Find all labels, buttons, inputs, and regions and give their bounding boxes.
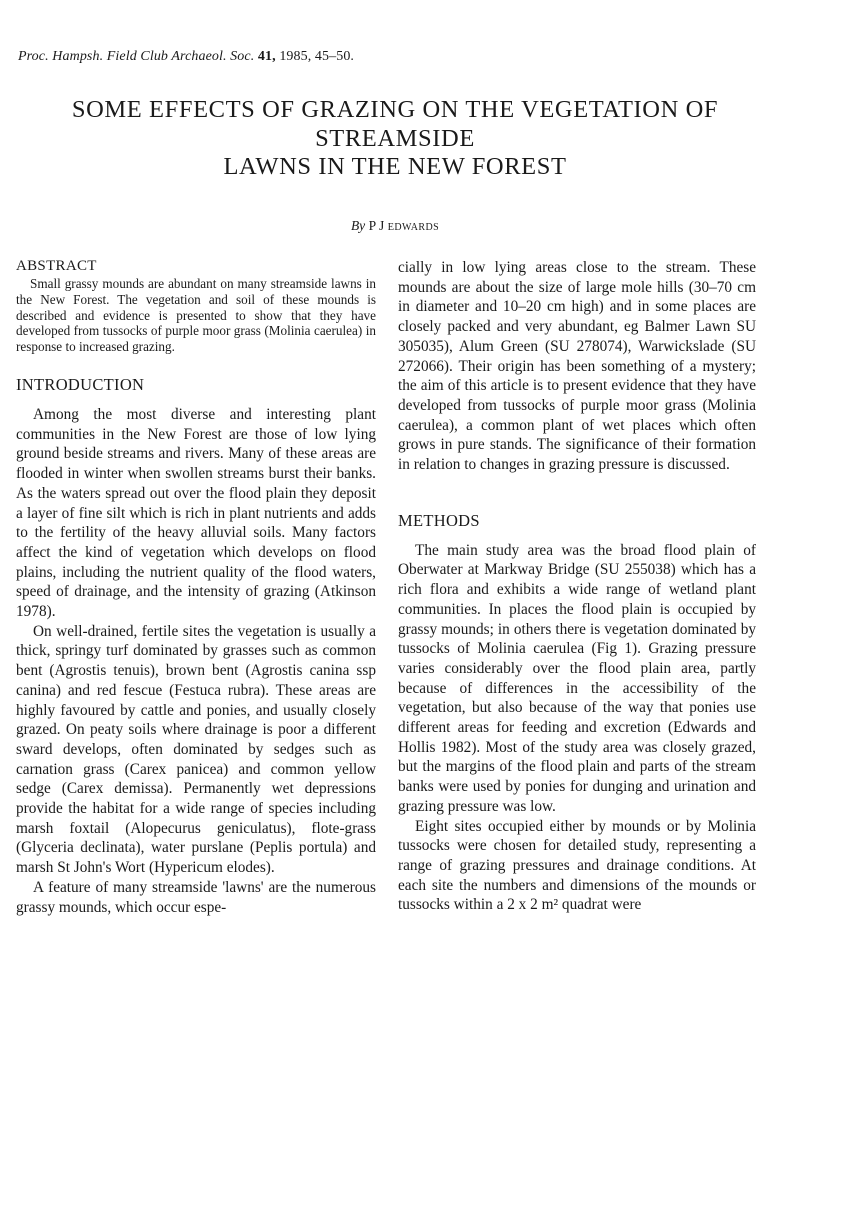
author-surname: EDWARDS — [387, 222, 440, 233]
right-column — [398, 258, 756, 915]
title-line-2: STREAMSIDE — [315, 124, 475, 152]
abstract-text: Small grassy mounds are abundant on many streamside lawns in the New Forest. The vegetation and soil of these mounds is described and evidence is presented to show that they have developed from tussocks of purple moor grass (Molinia caerulea) in response to increased grazing. — [16, 276, 376, 355]
author-surname-rest: DWARDS — [394, 222, 440, 233]
journal-name: Proc. Hampsh. Field Club Archaeol. Soc. — [18, 49, 255, 64]
introduction-paragraph-3: A feature of many streamside 'lawns' are the numerous grassy mounds, which occur espe- — [16, 878, 376, 916]
methods-paragraph-1: The main study area was the broad flood plain of Oberwater at Markway Bridge (SU 255038) which has a rich flora and exhibits a wide range of wetland plant communities. In places the flood plain is occupied by grassy mounds; in others there is vegetation dominated by tussocks of Molinia caerulea (Fig 1). Grazing pressure varies considerably over the flood plain area, partly because of differences in the accessibility of the vegetation, but also because of the way that ponies use different areas for feeding and excretion (Edwards and Hollis 1982). Most of the study area was closely grazed, but the margins of the flood plain and parts of the stream banks were used by ponies for dunging and urination and grazing pressure was low. — [398, 541, 756, 815]
journal-year-pages: 1985, 45–50. — [279, 49, 355, 64]
introduction-paragraph-3-continued: cially in low lying areas close to the stream. These mounds are about the size of large mole hills (30–70 cm in diameter and 10–20 cm high) and in some places are closely packed and very abundant, eg Balmer Lawn SU 305035), Alum Green (SU 278074), Warwickslade (SU 272066). Their origin has been something of a mystery; the aim of this article is to present evidence that they have developed from tussocks of purple moor grass (Molinia caerulea), a common plant of wet places which often grows in pure stands. The significance of their formation in relation to changes in grazing pressure is discussed. — [398, 259, 756, 474]
left-column — [16, 258, 376, 917]
introduction-paragraph-2: On well-drained, fertile sites the vegetation is usually a thick, springy turf dominated by grasses such as common bent (Agrostis tenuis), brown bent (Agrostis canina ssp canina) and red fescue (Festuca rubra). These areas are highly favoured by cattle and ponies, and usually closely grazed. On peaty soils where drainage is poor a different sward develops, often dominated by sedges such as carnation grass (Carex panicea) and common yellow sedge (Carex demissa). Permanently wet depressions provide the habitat for a wide range of species including marsh foxtail (Alopecurus geniculatus), flote-grass (Glyceria declinata), water purslane (Peplis portula) and marsh St John's Wort (Hypericum elodes). — [16, 622, 376, 877]
introduction-paragraph-1: Among the most diverse and interesting plant communities in the New Forest are those of low lying ground beside streams and rivers. Many of these areas are flooded in winter when swollen streams burst their banks. As the waters spread out over the flood plain they deposit a layer of fine silt which is rich in plant nutrients and adds to the fertility of the heavy alluvial soils. Many factors affect the kind of vegetation which develops on flood plains, including the nutrient quality of the flood waters, speed of drainage, and the intensity of grazing (Atkinson 1978). — [16, 405, 376, 621]
methods-heading: METHODS — [398, 510, 480, 530]
article-title — [0, 96, 790, 182]
title-line-1: SOME EFFECTS OF GRAZING ON THE VEGETATION OF — [71, 96, 719, 123]
author-initials: P J — [368, 218, 385, 233]
title-line-3: LAWNS IN THE NEW FOREST — [223, 153, 567, 180]
author-byline — [0, 218, 790, 234]
abstract-heading: ABSTRACT — [16, 258, 97, 274]
journal-citation — [18, 49, 354, 65]
byline-by: By — [350, 218, 366, 233]
journal-volume: 41, — [257, 49, 276, 64]
introduction-heading: INTRODUCTION — [16, 374, 145, 394]
methods-paragraph-2: Eight sites occupied either by mounds or by Molinia tussocks were chosen for detailed study, representing a range of grazing pressures and drainage conditions. At each site the numbers and dimensions of the mounds or tussocks within a 2 x 2 m² quadrat were — [398, 817, 756, 914]
